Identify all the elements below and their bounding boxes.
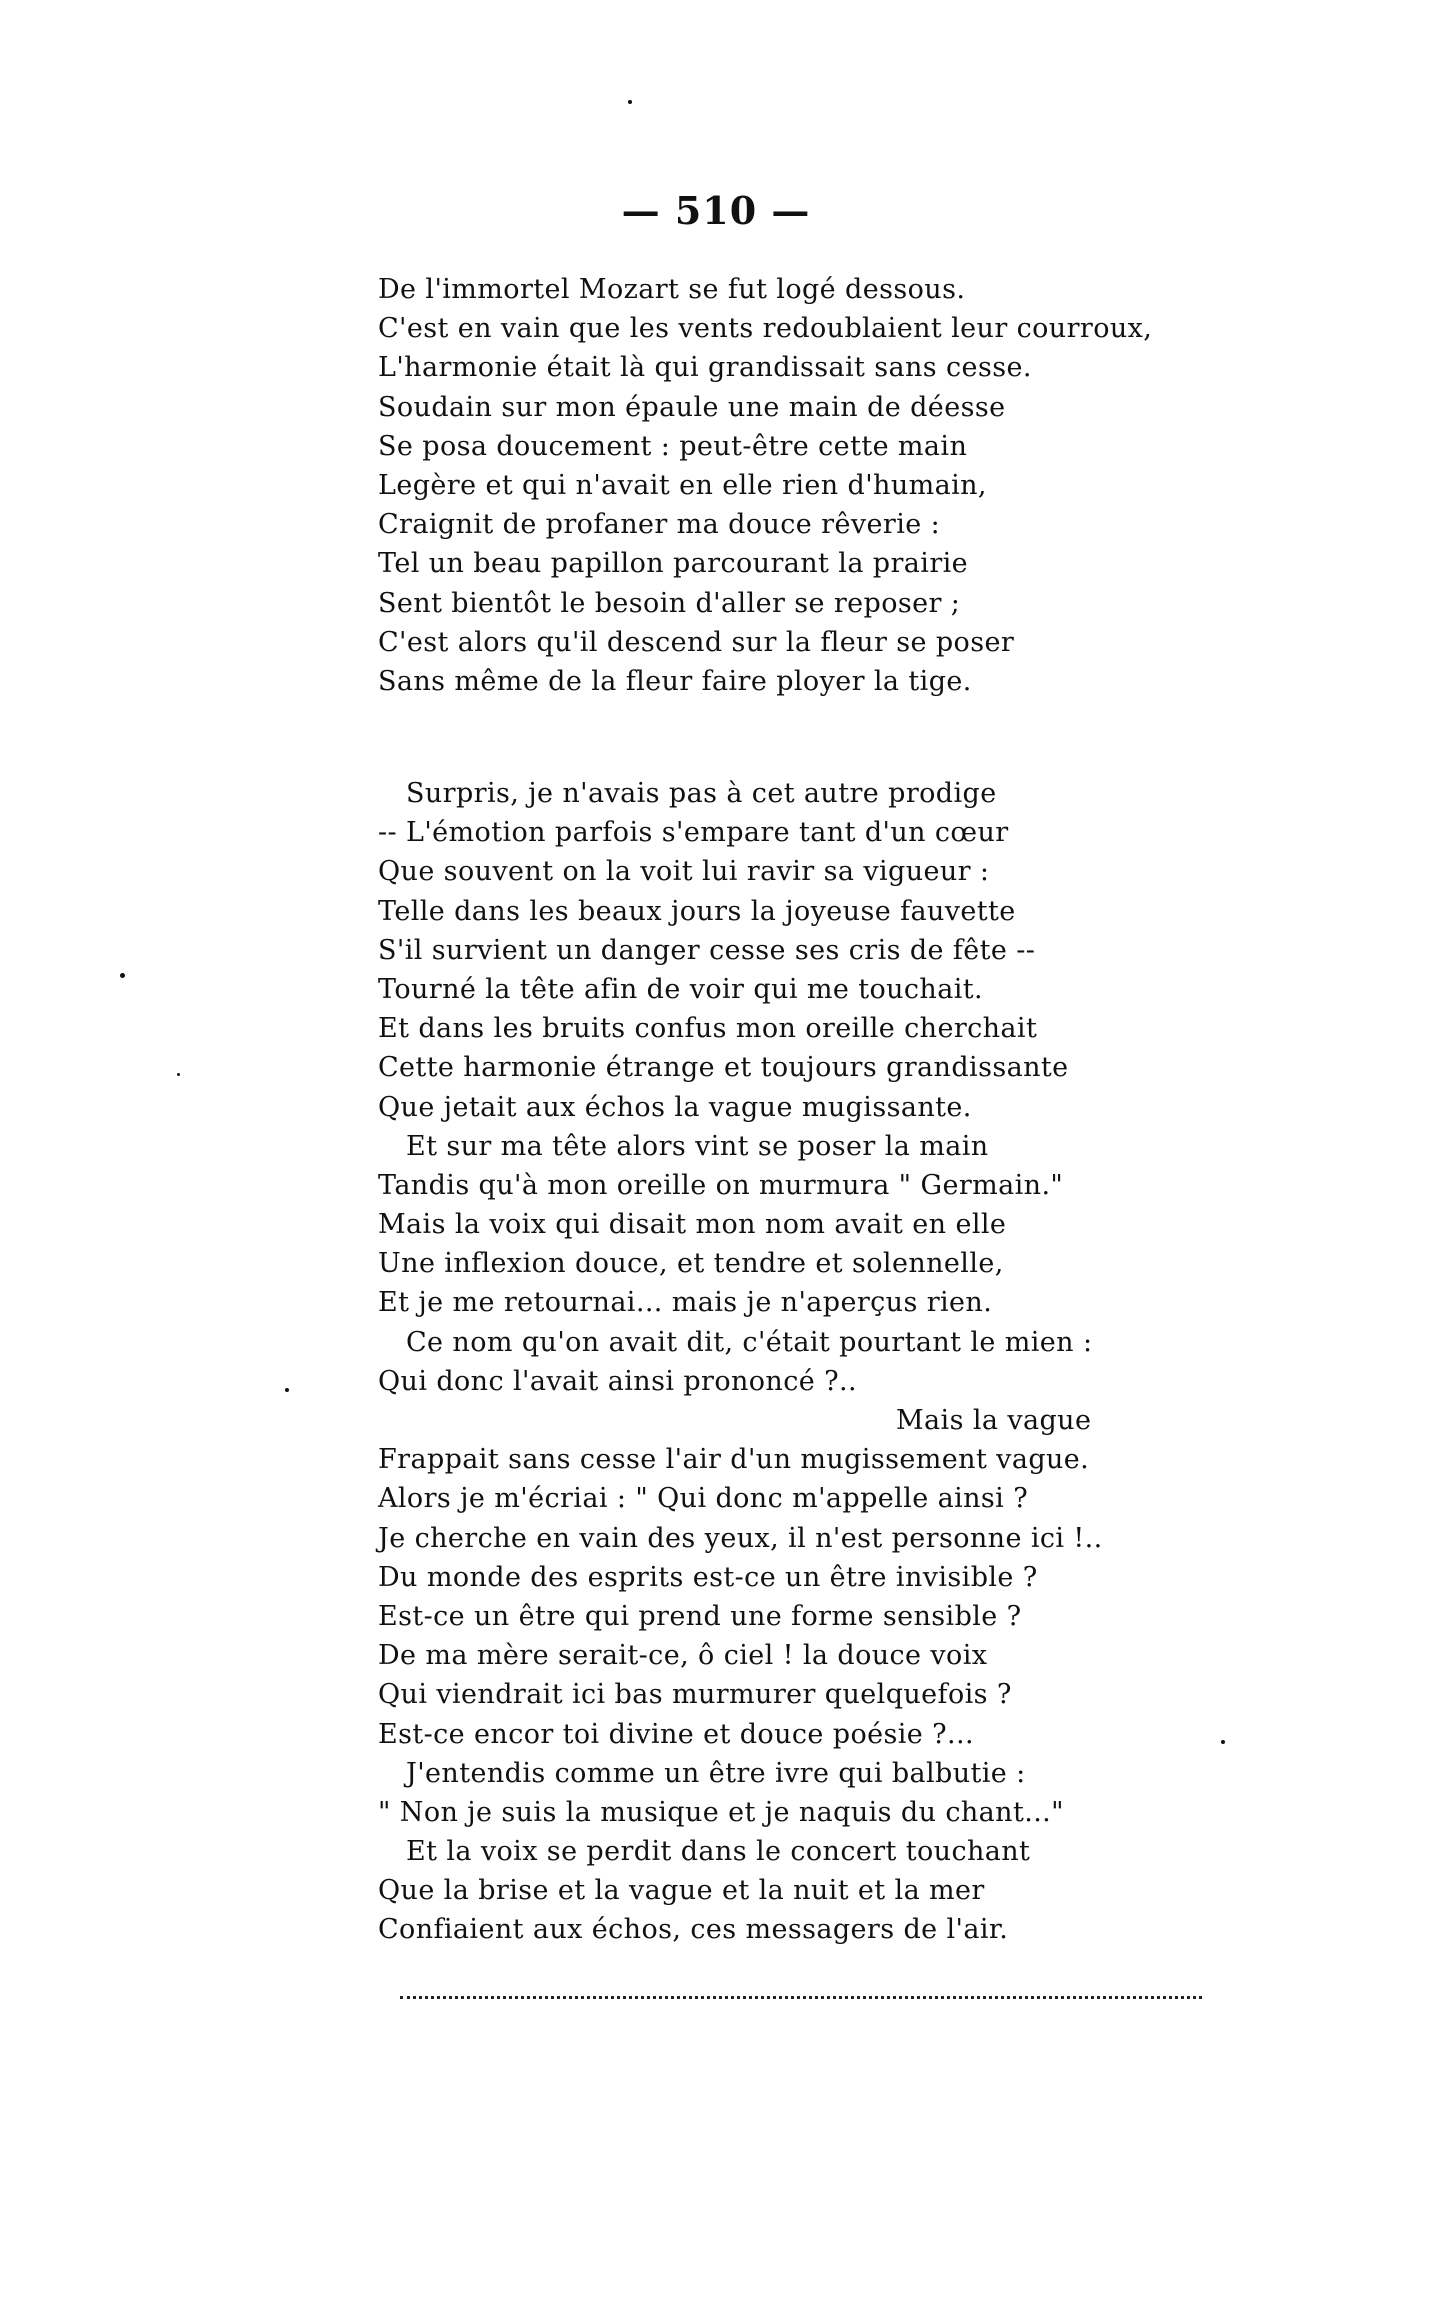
stanza-1: [378, 270, 1278, 701]
print-speck: [285, 1388, 289, 1392]
verse-line: Soudain sur mon épaule une main de déesse: [378, 391, 1006, 423]
print-speck: [120, 973, 125, 978]
verse-line: Confiaient aux échos, ces messagers de l'air.: [378, 1914, 1009, 1946]
verse-line: " Non je suis la musique et je naquis du chant...": [378, 1796, 1064, 1828]
verse-line: Est-ce encor toi divine et douce poésie ?...: [378, 1718, 974, 1750]
stanza-2: [378, 774, 1278, 1950]
verse-line: Surpris, je n'avais pas à cet autre prodige: [406, 778, 997, 809]
verse-line: Sans même de la fleur faire ployer la tige.: [378, 665, 972, 697]
verse-line: L'harmonie était là qui grandissait sans cesse.: [378, 352, 1032, 384]
verse-line: Une inflexion douce, et tendre et solennelle,: [378, 1248, 1004, 1280]
print-speck: [1221, 1740, 1225, 1744]
verse-line: Que la brise et la vague et la nuit et la mer: [378, 1875, 985, 1907]
verse-line: Cette harmonie étrange et toujours grandissante: [378, 1052, 1069, 1084]
verse-line: Que jetait aux échos la vague mugissante.: [378, 1091, 972, 1123]
verse-line: C'est en vain que les vents redoublaient leur courroux,: [378, 313, 1153, 345]
verse-line: Alors je m'écriai : " Qui donc m'appelle ainsi ?: [378, 1483, 1029, 1515]
verse-line: Telle dans les beaux jours la joyeuse fauvette: [378, 895, 1016, 927]
verse-line: Mais la voix qui disait mon nom avait en elle: [378, 1209, 1007, 1241]
verse-line: Qui donc l'avait ainsi prononcé ?..: [378, 1365, 857, 1397]
dotted-rule: [400, 1996, 1202, 1999]
verse-line: Et dans les bruits confus mon oreille cherchait: [378, 1013, 1038, 1045]
page-number: — 510 —: [621, 188, 811, 233]
verse-line: Tandis qu'à mon oreille on murmura " Germain.": [378, 1169, 1064, 1201]
verse-line: Legère et qui n'avait en elle rien d'humain,: [378, 469, 987, 501]
verse-line: S'il survient un danger cesse ses cris de fête --: [378, 934, 1036, 966]
verse-line: Mais la vague: [896, 1405, 1092, 1436]
verse-line: -- L'émotion parfois s'empare tant d'un cœur: [378, 817, 1009, 849]
verse-line: Et sur ma tête alors vint se poser la main: [406, 1130, 989, 1162]
verse-line: Et la voix se perdit dans le concert touchant: [406, 1836, 1031, 1868]
verse-line: J'entendis comme un être ivre qui balbutie :: [406, 1757, 1026, 1789]
verse-line: Qui viendrait ici bas murmurer quelquefois ?: [378, 1679, 1012, 1711]
verse-line: Frappait sans cesse l'air d'un mugissement vague.: [378, 1444, 1090, 1476]
verse-line: Tourné la tête afin de voir qui me touchait.: [378, 973, 983, 1005]
verse-line: Je cherche en vain des yeux, il n'est personne ici !..: [378, 1522, 1103, 1554]
verse-line: Tel un beau papillon parcourant la prairie: [378, 548, 969, 580]
verse-line: C'est alors qu'il descend sur la fleur se poser: [378, 626, 1015, 658]
verse-line: Est-ce un être qui prend une forme sensible ?: [378, 1600, 1022, 1632]
print-speck: [177, 1073, 180, 1076]
verse-line: Du monde des esprits est-ce un être invisible ?: [378, 1561, 1038, 1593]
verse-line: Ce nom qu'on avait dit, c'était pourtant le mien :: [406, 1326, 1093, 1358]
print-speck: [628, 100, 632, 104]
verse-line: Que souvent on la voit lui ravir sa vigueur :: [378, 856, 990, 888]
verse-line: Se posa doucement : peut-être cette main: [378, 430, 968, 462]
verse-line: Sent bientôt le besoin d'aller se reposer ;: [378, 587, 961, 619]
verse-line: De l'immortel Mozart se fut logé dessous.: [378, 274, 966, 305]
verse-line: Et je me retournai... mais je n'aperçus rien.: [378, 1287, 993, 1319]
verse-line: De ma mère serait-ce, ô ciel ! la douce voix: [378, 1640, 988, 1672]
verse-line: Craignit de profaner ma douce rêverie :: [378, 509, 941, 541]
